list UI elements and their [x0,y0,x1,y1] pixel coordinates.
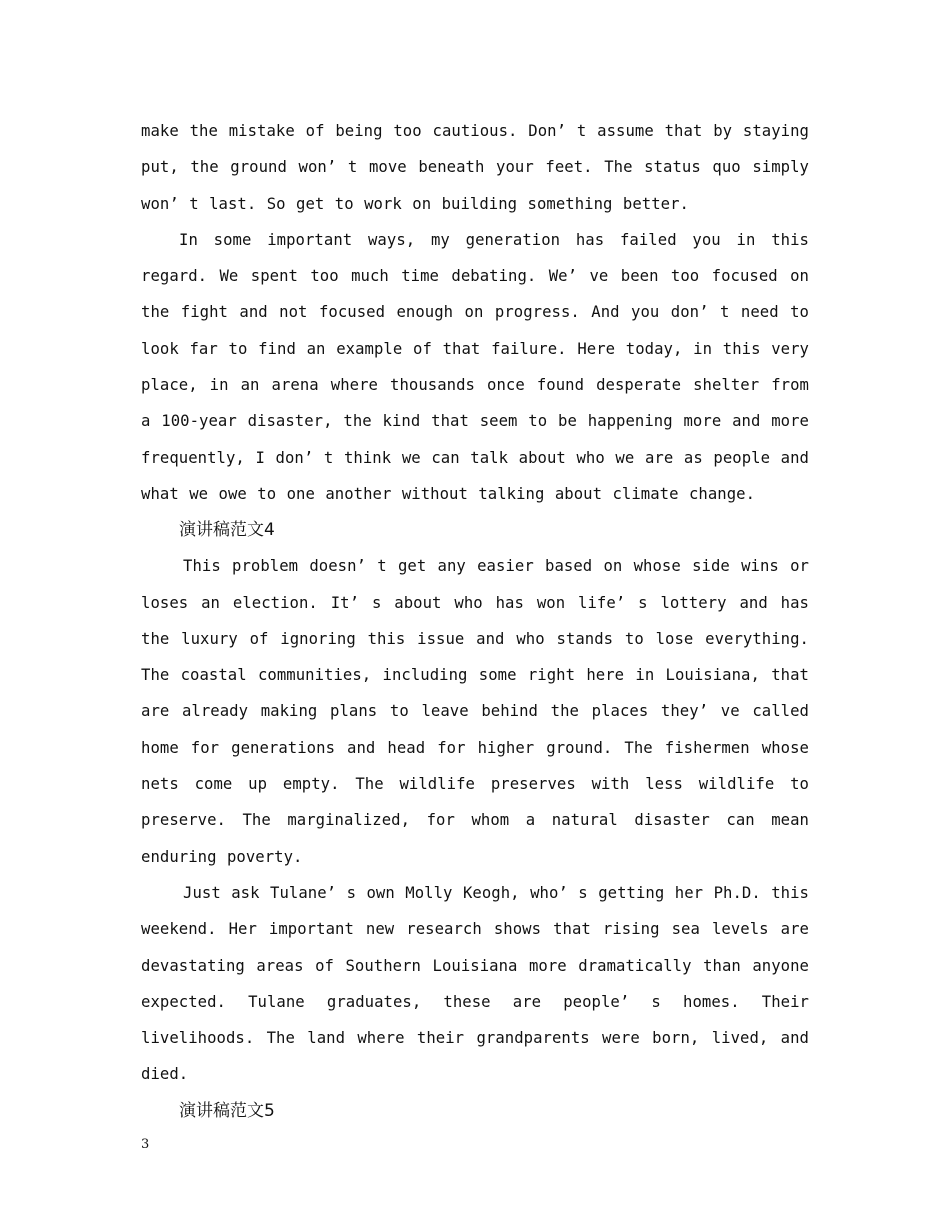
section-heading-5: 演讲稿范文5 [179,1100,275,1121]
paragraph-continued: make the mistake of being too cautious. Don’ t assume that by staying put, the ground won’ t move beneath your feet. The status quo simply won’ t last. So get to work on building something better. [141,122,809,213]
page-number: 3 [141,1137,150,1152]
paragraph-climate-change: In some important ways, my generation has failed you in this regard. We spent too much time debating. We’ ve been too focused on the fight and not focused enough on progress. And you don’ t need to look far to find an example of that failure. Here today, in this very place, in an arena where thousands once found desperate shelter from a 100-year disaster, the kind that seem to be happening more and more frequently, I don’ t think we can talk about who we are as people and what we owe to one another without talking about climate change. [141,230,809,503]
section-heading-4: 演讲稿范文4 [179,520,275,541]
document-body [141,113,809,1129]
paragraph-election: This problem doesn’ t get any easier based on whose side wins or loses an election. It’ s about who has won life’ s lottery and has the luxury of ignoring this issue and who stands to lose everything. The coastal communities, including some right here in Louisiana, that are already making plans to leave behind the places they’ ve called home for generations and head for higher ground. The fishermen whose nets come up empty. The wildlife preserves with less wildlife to preserve. The marginalized, for whom a natural disaster can mean enduring poverty. [141,557,809,866]
paragraph-tulane: Just ask Tulane’ s own Molly Keogh, who’ s getting her Ph.D. this weekend. Her important new research shows that rising sea levels are devastating areas of Southern Louisiana more dramatically than anyone expected. Tulane graduates, these are people’ s homes. Their livelihoods. The land where their grandparents were born, lived, and died. [141,883,809,1084]
